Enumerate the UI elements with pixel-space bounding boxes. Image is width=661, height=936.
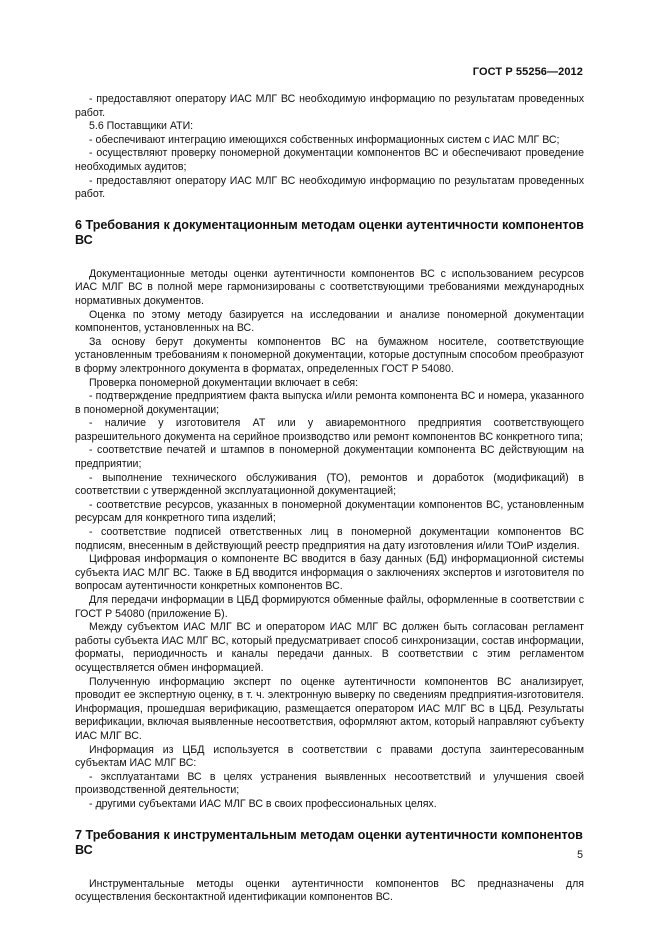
list-item: - эксплуатантами ВС в целях устранения выявленных несоответствий и улучшения своей производственной деятельности; [75,770,584,797]
page-number: 5 [577,849,583,861]
paragraph: Проверка пономерной документации включает в себя: [89,376,359,389]
section-7-heading: 7 Требования к инструментальным методам оценки аутентичности компонентов ВС [75,827,583,857]
paragraph: Документационные методы оценки аутентичности компонентов ВС с использованием ресурсов ИАС МЛГ ВС в полной мере гармонизированы с соответствующими требованиями международных нормативных документов. [75,267,584,307]
paragraph: Полученную информацию эксперт по оценке аутентичности компонентов ВС анализирует, проводит ее экспертную оценку, в т. ч. электронную выверку по сведениям предприятия-изготовителя. Информация, прошедшая верификацию, размещается оператором ИАС МЛГ ВС в ЦБД. Результаты верификации, включая выявленные несоответствия, оформляют актом, который направляют субъекту ИАС МЛГ ВС. [75,675,584,742]
paragraph: - осуществляют проверку пономерной документации компонентов ВС и обеспечивают проведение необходимых аудитов; [75,147,584,173]
list-item: - соответствие подписей ответственных лиц в пономерной документации компонентов ВС подписям, внесенным в действующий реестр предприятия на дату изготовления и/или ТОиР изделия. [75,526,584,552]
paragraph: Цифровая информация о компоненте ВС вводится в базу данных (БД) информационной системы субъекта ИАС МЛГ ВС. Также в БД вводится информация о заключениях экспертов и изготовителя по вопросам аутентичности конкретных компонентов ВС. [75,553,584,593]
paragraph: - предоставляют оператору ИАС МЛГ ВС необходимую информацию по результатам проведенных работ. [75,93,584,119]
document-body [75,93,584,905]
paragraph: Оценка по этому методу базируется на исследовании и анализе пономерной документации компонентов, установленных на ВС. [75,308,584,335]
list-item: - соответствие ресурсов, указанных в пономерной документации компонентов ВС, установленным ресурсам для конкретного типа изделий; [75,498,584,525]
paragraph: 5.6 Поставщики АТИ: [89,120,194,133]
paragraph: Инструментальные методы оценки аутентичности компонентов ВС предназначены для осуществления бесконтактной идентификации компонентов ВС. [75,877,584,904]
paragraph: За основу берут документы компонентов ВС на бумажном носителе, соответствующие установленным требованиям к пономерной документации, которые доступным способом преобразуют в форму электронного документа в форматах, определенных ГОСТ Р 54080. [75,335,584,375]
section-6-heading: 6 Требования к документационным методам оценки аутентичности компонентов ВС [75,217,584,247]
list-item: - другими субъектами ИАС МЛГ ВС в своих профессиональных целях. [89,797,437,810]
list-item: - выполнение технического обслуживания (ТО), ремонтов и доработок (модификаций) в соответствии с утвержденной эксплуатационной документацией; [75,471,584,498]
paragraph: Для передачи информации в ЦБД формируются обменные файлы, оформленные в соответствии с ГОСТ Р 54080 (приложение Б). [75,594,584,620]
list-item: - подтверждение предприятием факта выпуска и/или ремонта компонента ВС и номера, указанного в пономерной документации; [75,390,584,416]
list-item: - соответствие печатей и штампов в пономерной документации компонента ВС действующим на предприятии; [75,444,584,471]
paragraph: - обеспечивают интеграцию имеющихся собственных информационных систем с ИАС МЛГ ВС; [89,133,560,146]
list-item: - наличие у изготовителя АТ или у авиаремонтного предприятия соответствующего разрешительного документа на серийное производство или ремонт компонентов ВС конкретного типа; [75,417,584,443]
paragraph: - предоставляют оператору ИАС МЛГ ВС необходимую информацию по результатам проведенных работ. [75,174,584,201]
document-id-header: ГОСТ Р 55256—2012 [472,66,583,78]
paragraph: Информация из ЦБД используется в соответствии с правами доступа заинтересованным субъектам ИАС МЛГ ВС: [75,743,584,770]
paragraph: Между субъектом ИАС МЛГ ВС и оператором ИАС МЛГ ВС должен быть согласован регламент работы субъекта ИАС МЛГ ВС, который предусматривает способ синхронизации, состав информации, форматы, периодичность и каналы передачи данных. В соответствии с этим регламентом осуществляется обмен информацией. [75,621,584,674]
